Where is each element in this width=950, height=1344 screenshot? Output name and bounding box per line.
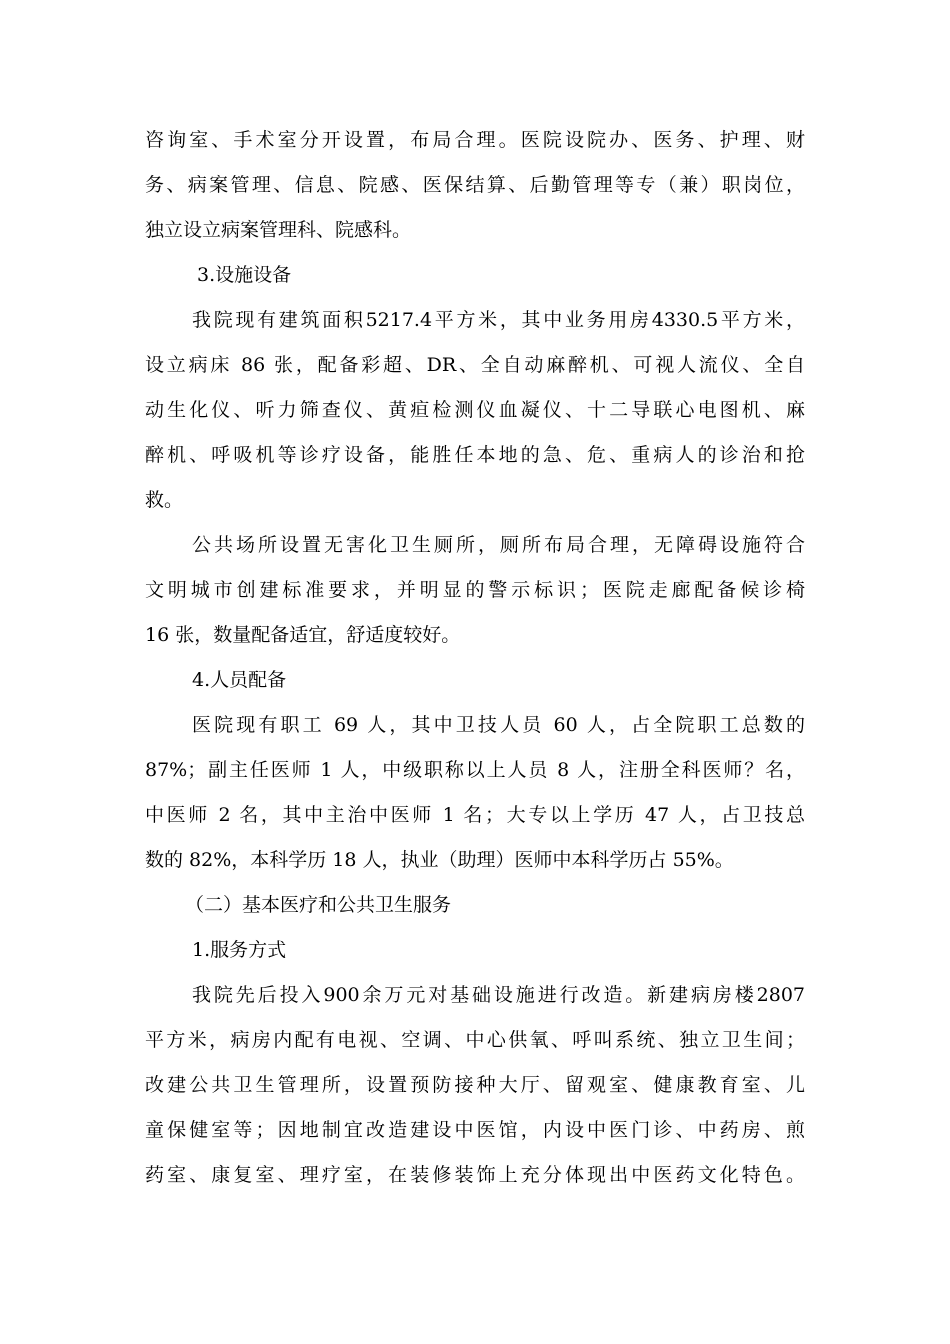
text-line: 平方米，病房内配有电视、空调、中心供氧、呼叫系统、独立卫生间；: [145, 1029, 805, 1051]
text-line: 数的 82%，本科学历 18 人，执业（助理）医师中本科学历占 55%。: [145, 849, 734, 871]
text-line: 我院先后投入900余万元对基础设施进行改造。新建病房楼2807: [192, 984, 805, 1006]
text-line: 文明城市创建标准要求，并明显的警示标识；医院走廊配备候诊椅: [145, 579, 805, 601]
text-line: 醉机、呼吸机等诊疗设备，能胜任本地的急、危、重病人的诊治和抢: [145, 444, 805, 466]
text-line: 救。: [145, 489, 184, 511]
section-heading: （二）基本医疗和公共卫生服务: [185, 894, 452, 916]
text-line: 改建公共卫生管理所，设置预防接种大厅、留观室、健康教育室、儿: [145, 1074, 805, 1096]
text-line: 药室、康复室、理疗室，在装修装饰上充分体现出中医药文化特色。: [145, 1164, 805, 1186]
text-line: 公共场所设置无害化卫生厕所，厕所布局合理，无障碍设施符合: [192, 534, 805, 556]
section-heading: 4.人员配备: [192, 669, 287, 691]
section-heading: 3.设施设备: [197, 264, 292, 286]
text-line: 独立设立病案管理科、院感科。: [145, 219, 412, 241]
text-line: 咨询室、手术室分开设置，布局合理。医院设院办、医务、护理、财: [145, 129, 805, 151]
document-page: [145, 118, 805, 1198]
text-line: 16 张，数量配备适宜，舒适度较好。: [145, 624, 461, 646]
text-line: 务、病案管理、信息、院感、医保结算、后勤管理等专（兼）职岗位，: [145, 174, 805, 196]
text-line: 中医师 2 名，其中主治中医师 1 名；大专以上学历 47 人，占卫技总: [145, 804, 805, 826]
text-line: 我院现有建筑面积5217.4平方米，其中业务用房4330.5平方米，: [192, 309, 805, 331]
text-line: 医院现有职工 69 人，其中卫技人员 60 人，占全院职工总数的: [192, 714, 805, 736]
text-line: 动生化仪、听力筛查仪、黄疸检测仪血凝仪、十二导联心电图机、麻: [145, 399, 805, 421]
section-heading: 1.服务方式: [192, 939, 287, 961]
text-line: 设立病床 86 张，配备彩超、DR、全自动麻醉机、可视人流仪、全自: [145, 354, 805, 376]
text-line: 童保健室等；因地制宜改造建设中医馆，内设中医门诊、中药房、煎: [145, 1119, 805, 1141]
text-line: 87%；副主任医师 1 人，中级职称以上人员 8 人，注册全科医师？名，: [145, 759, 805, 781]
